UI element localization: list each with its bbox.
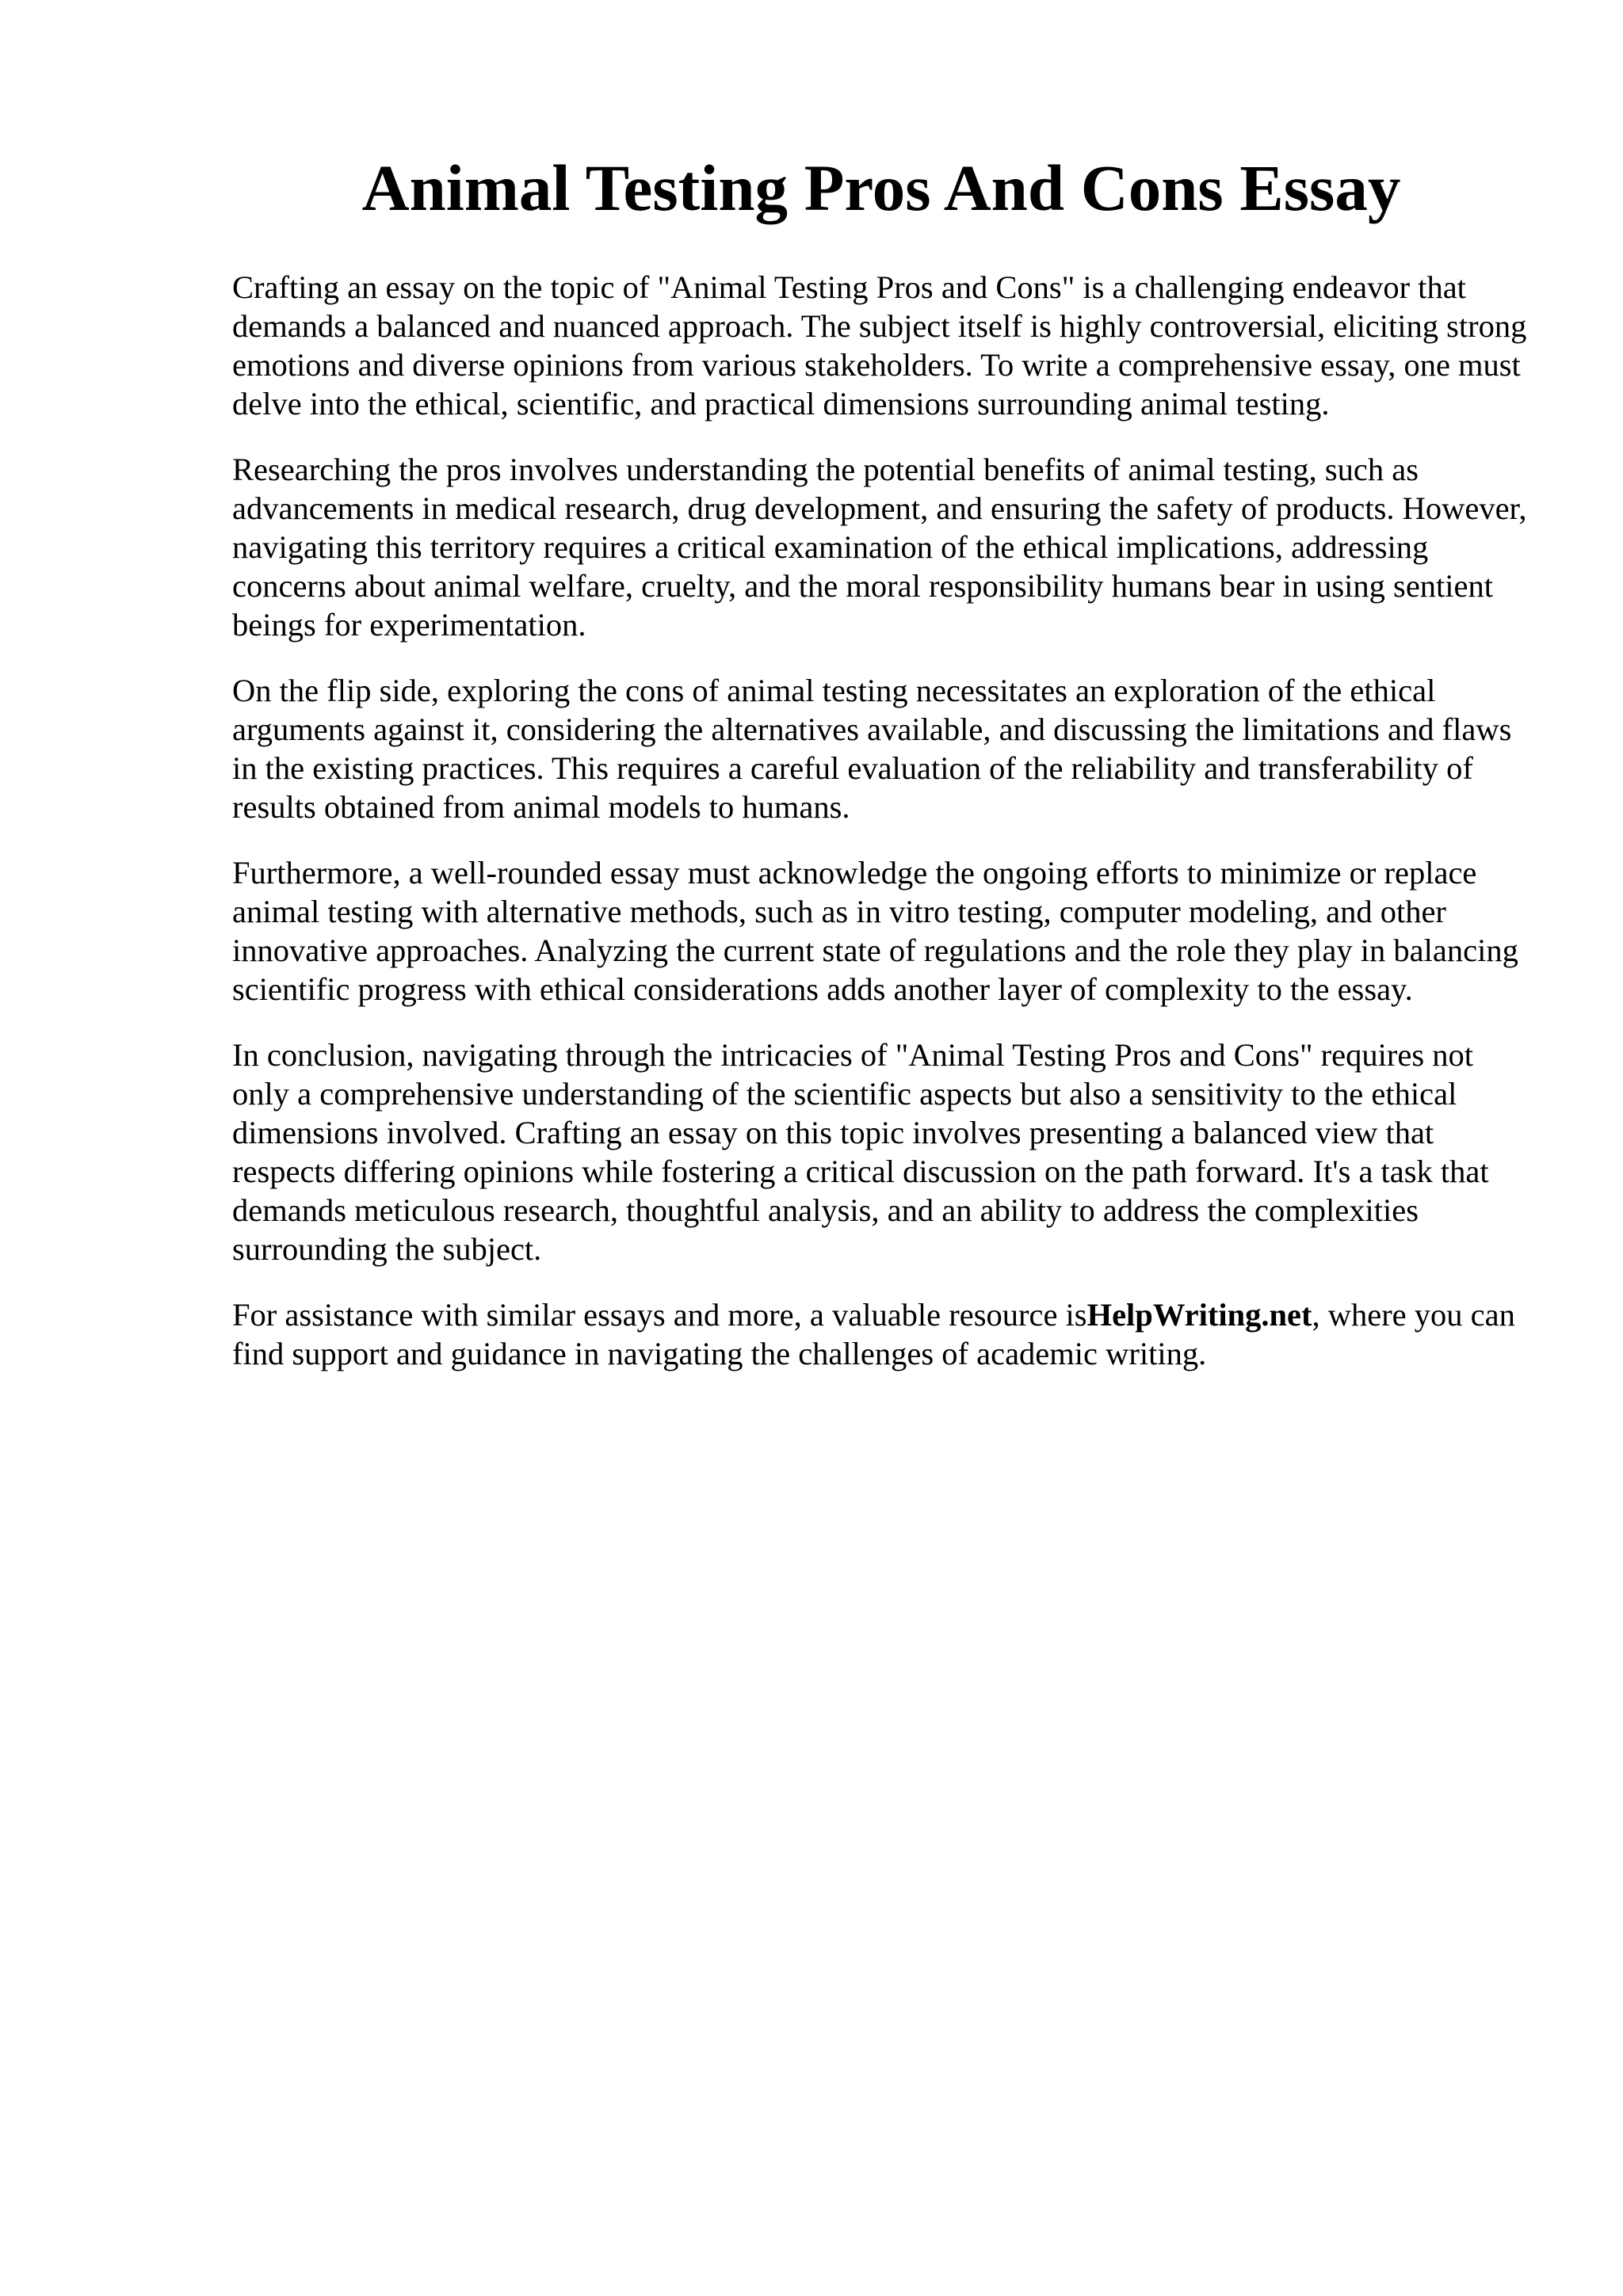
paragraph-cons: On the flip side, exploring the cons of animal testing necessitates an exploration of the ethical arguments against it, considering the alternatives available, and discussing the limitations and flaws in the existing practices. This requires a careful evaluation of the reliability and transferability of results obtained from animal models to humans. [232, 673, 1512, 825]
essay-body [232, 268, 1532, 1400]
closing-text-after: , where you can find support and guidance in navigating the challenges of academic writing. [232, 1297, 1515, 1371]
paragraph-closing [232, 1295, 1532, 1373]
paragraph-intro: Crafting an essay on the topic of "Animal Testing Pros and Cons" is a challenging endeavor that demands a balanced and nuanced approach. The subject itself is highly controversial, eliciting strong emotions and diverse opinions from various stakeholders. To write a comprehensive essay, one must delve into the ethical, scientific, and practical dimensions surrounding animal testing. [232, 269, 1527, 421]
closing-text-before: For assistance with similar essays and more, a valuable resource is [232, 1297, 1087, 1333]
paragraph-pros: Researching the pros involves understanding the potential benefits of animal testing, such as advancements in medical research, drug development, and ensuring the safety of products. However, navigating this territory requires a critical examination of the ethical implications, addressing concerns about animal welfare, cruelty, and the moral responsibility humans bear in using sentient beings for experimentation. [232, 452, 1527, 643]
helpwriting-link[interactable]: HelpWriting.net [1086, 1297, 1312, 1333]
paragraph-alternatives: Furthermore, a well-rounded essay must acknowledge the ongoing efforts to minimize or replace animal testing with alternative methods, such as in vitro testing, computer modeling, and other innovative approaches. Analyzing the current state of regulations and the role they play in balancing scientific progress with ethical considerations adds another layer of complexity to the essay. [232, 855, 1518, 1007]
paragraph-conclusion: In conclusion, navigating through the intricacies of "Animal Testing Pros and Cons" requires not only a comprehensive understanding of the scientific aspects but also a sensitivity to the ethical dimensions involved. Crafting an essay on this topic involves presenting a balanced view that respects differing opinions while fostering a critical discussion on the path forward. It's a task that demands meticulous research, thoughtful analysis, and an ability to address the complexities surrounding the subject. [232, 1037, 1489, 1267]
page-title: Animal Testing Pros And Cons Essay [361, 151, 1401, 224]
